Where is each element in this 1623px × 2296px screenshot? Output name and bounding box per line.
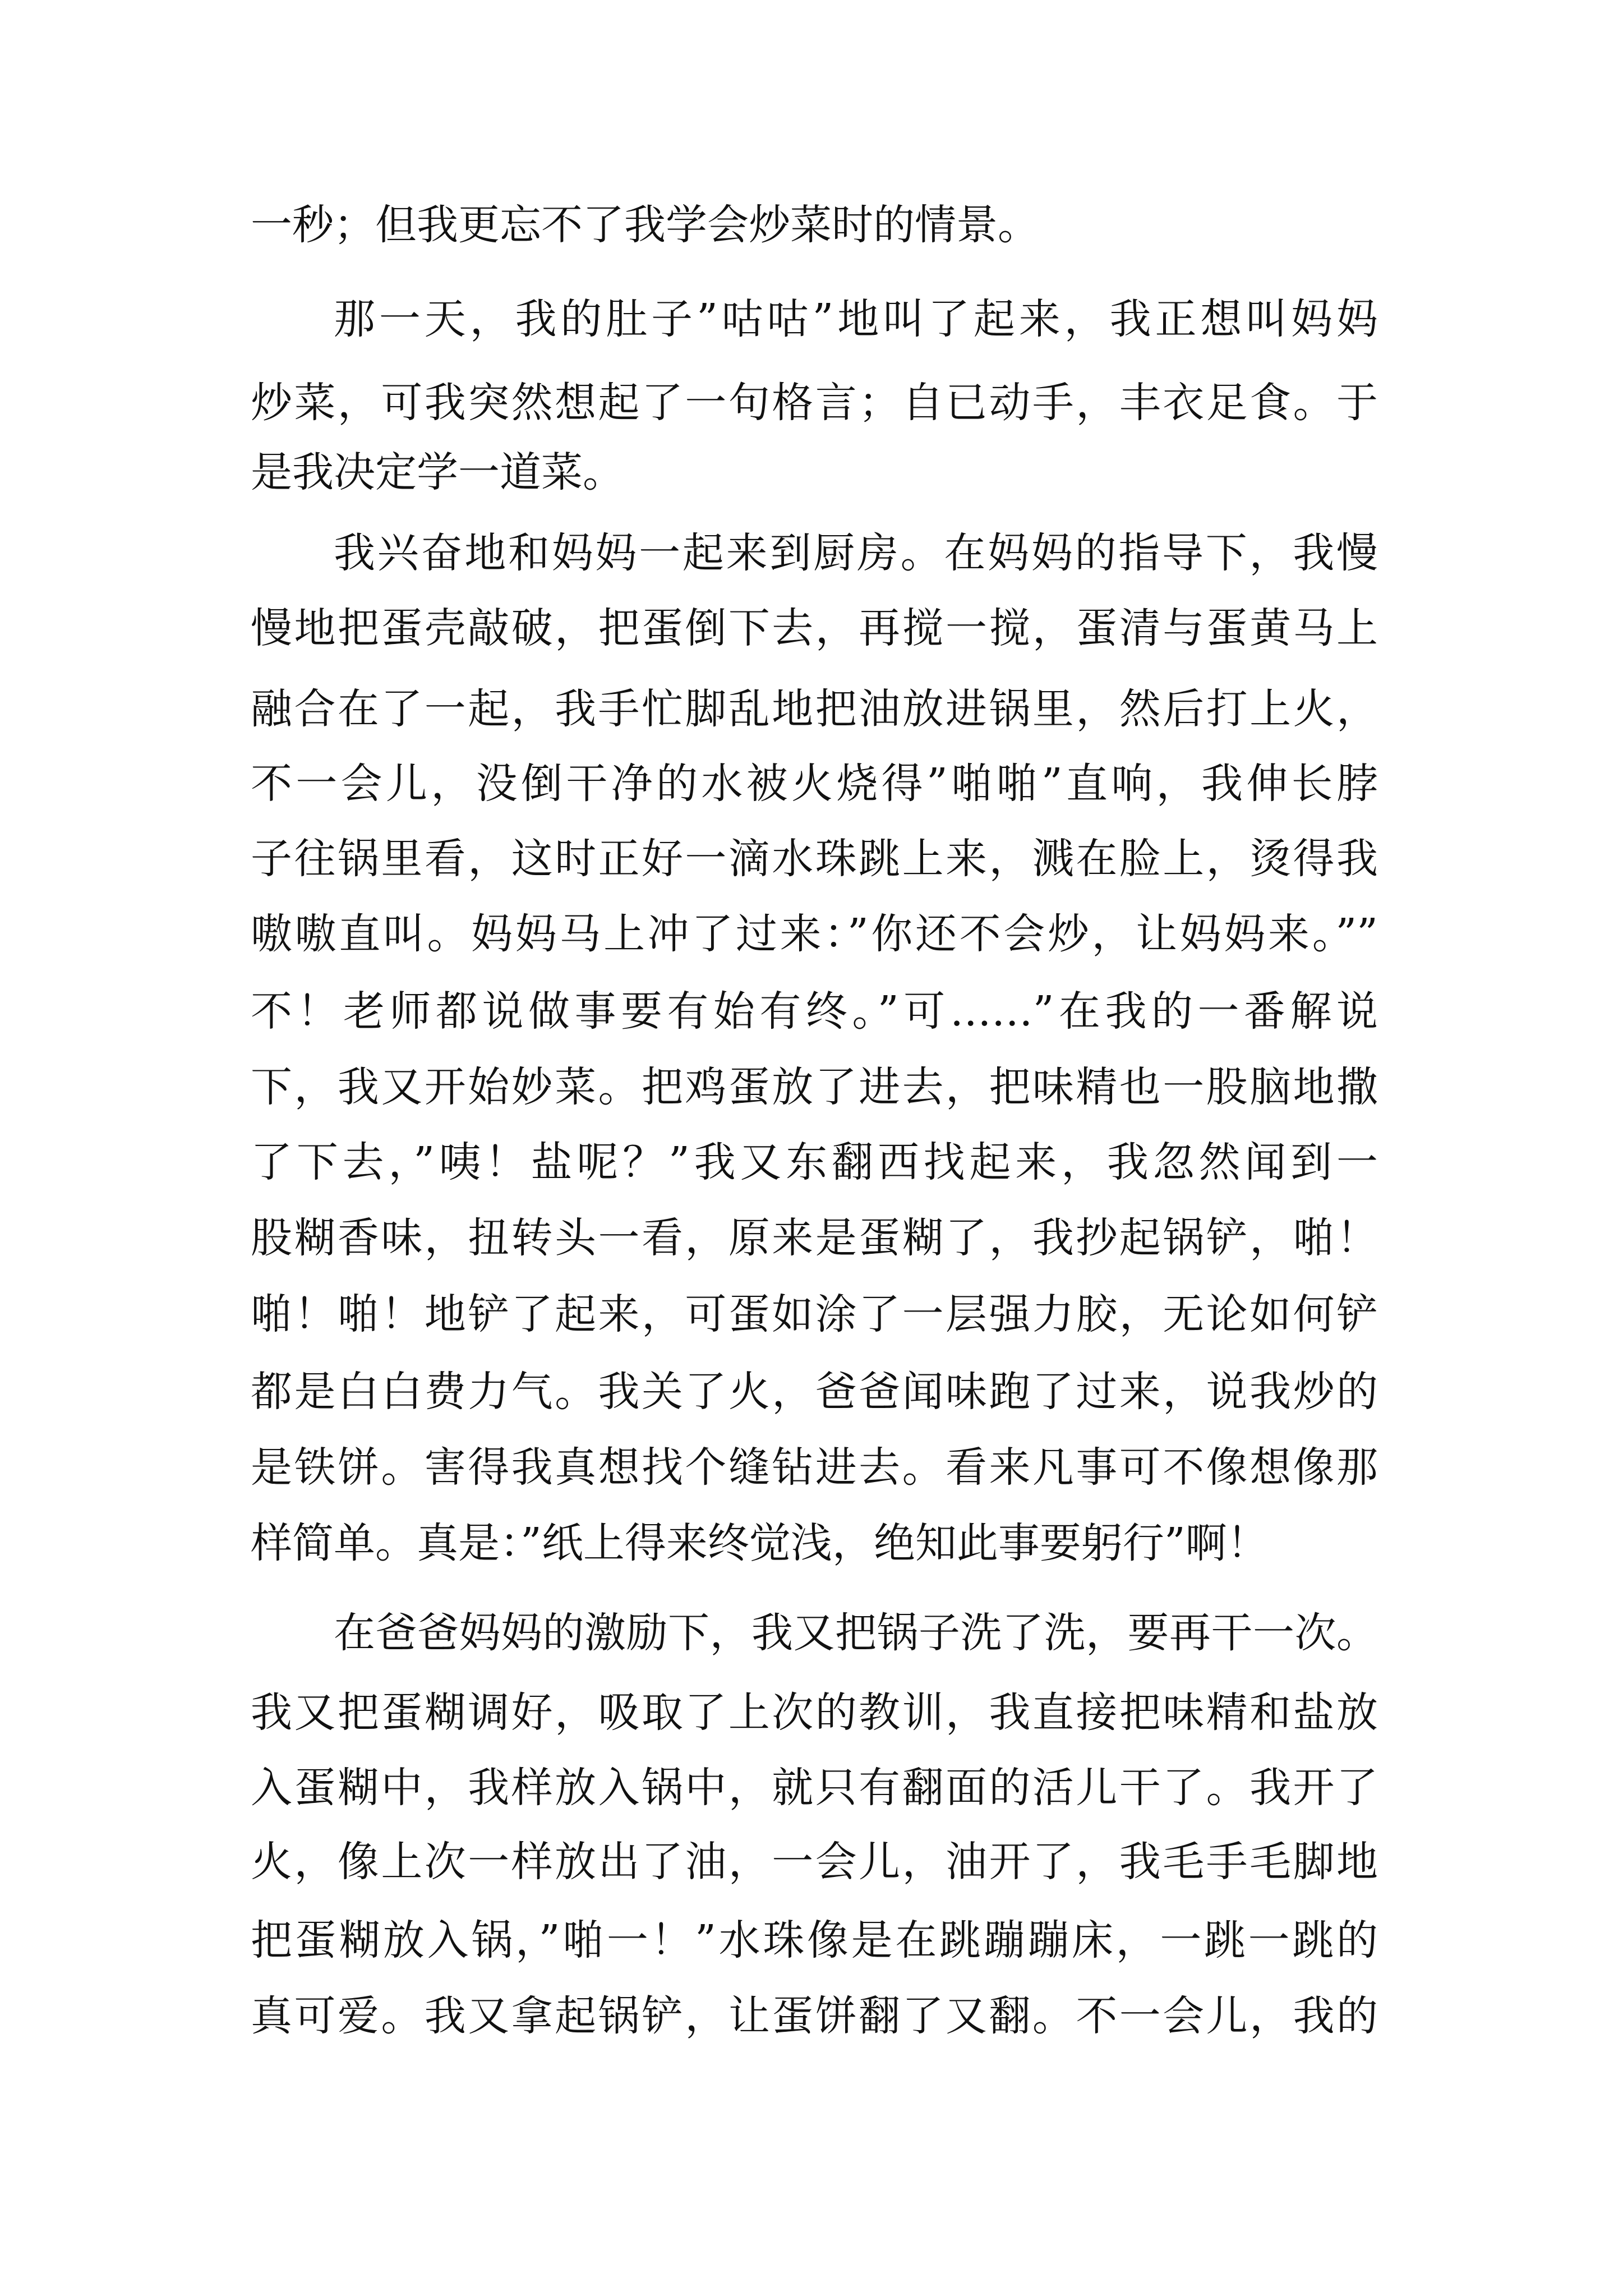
text-line: 融合在了一起，我手忙脚乱地把油放进锅里，然后打上火， [251,685,1378,733]
text-line: 下，我又开始妙菜。把鸡蛋放了进去，把味精也一股脑地撒 [251,1063,1378,1111]
paragraph-first-line: 我兴奋地和妈妈一起来到厨房。在妈妈的指导下，我慢 [334,529,1378,577]
text-line: 一秒；但我更忘不了我学会炒菜时的情景。 [251,201,1039,249]
text-line: 啪！啪！地铲了起来，可蛋如涂了一层强力胶，无论如何铲 [251,1290,1378,1338]
text-line: 真可爱。我又拿起锅铲，让蛋饼翻了又翻。不一会儿，我的 [251,1992,1378,2040]
text-line: 嗷嗷直叫。妈妈马上冲了过来：”你还不会炒，让妈妈来。”” [251,910,1378,958]
text-line: 是铁饼。害得我真想找个缝钻进去。看来凡事可不像想像那 [251,1443,1378,1492]
text-line: 入蛋糊中，我样放入锅中，就只有翻面的活儿干了。我开了 [251,1764,1378,1812]
text-line: 我又把蛋糊调好，吸取了上次的教训，我直接把味精和盐放 [251,1688,1378,1737]
text-line: 了下去，”咦！盐呢？”我又东翻西找起来，我忽然闻到一 [251,1138,1378,1186]
text-line: 股糊香味，扭转头一看，原来是蛋糊了，我抄起锅铲，啪！ [251,1214,1378,1262]
text-line: 样简单。真是：”纸上得来终觉浅，绝知此事要躬行”啊！ [251,1519,1269,1567]
text-line: 炒菜，可我突然想起了一句格言；自已动手，丰衣足食。于 [251,379,1378,427]
text-line: 把蛋糊放入锅，”啪一！”水珠像是在跳蹦蹦床，一跳一跳的 [251,1916,1378,1964]
paragraph-first-line: 那一天，我的肚子”咕咕”地叫了起来，我正想叫妈妈 [334,295,1378,343]
text-line: 慢地把蛋壳敲破，把蛋倒下去，再搅一搅，蛋清与蛋黄马上 [251,604,1378,652]
text-line: 子往锅里看，这时正好一滴水珠跳上来，溅在脸上，烫得我 [251,835,1378,883]
paragraph-first-line: 在爸爸妈妈的激励下，我又把锅子洗了洗，要再干一次。 [334,1609,1378,1657]
text-line: 不！老师都说做事要有始有终。”可……”在我的一番解说 [251,987,1378,1036]
text-line: 是我决定学一道菜。 [251,448,624,496]
text-line: 火，像上次一样放出了油，一会儿，油开了，我毛手毛脚地 [251,1838,1378,1886]
text-line: 都是白白费力气。我关了火，爸爸闻味跑了过来，说我炒的 [251,1368,1378,1416]
text-line: 不一会儿，没倒干净的水被火烧得”啪啪”直响，我伸长脖 [251,760,1378,808]
